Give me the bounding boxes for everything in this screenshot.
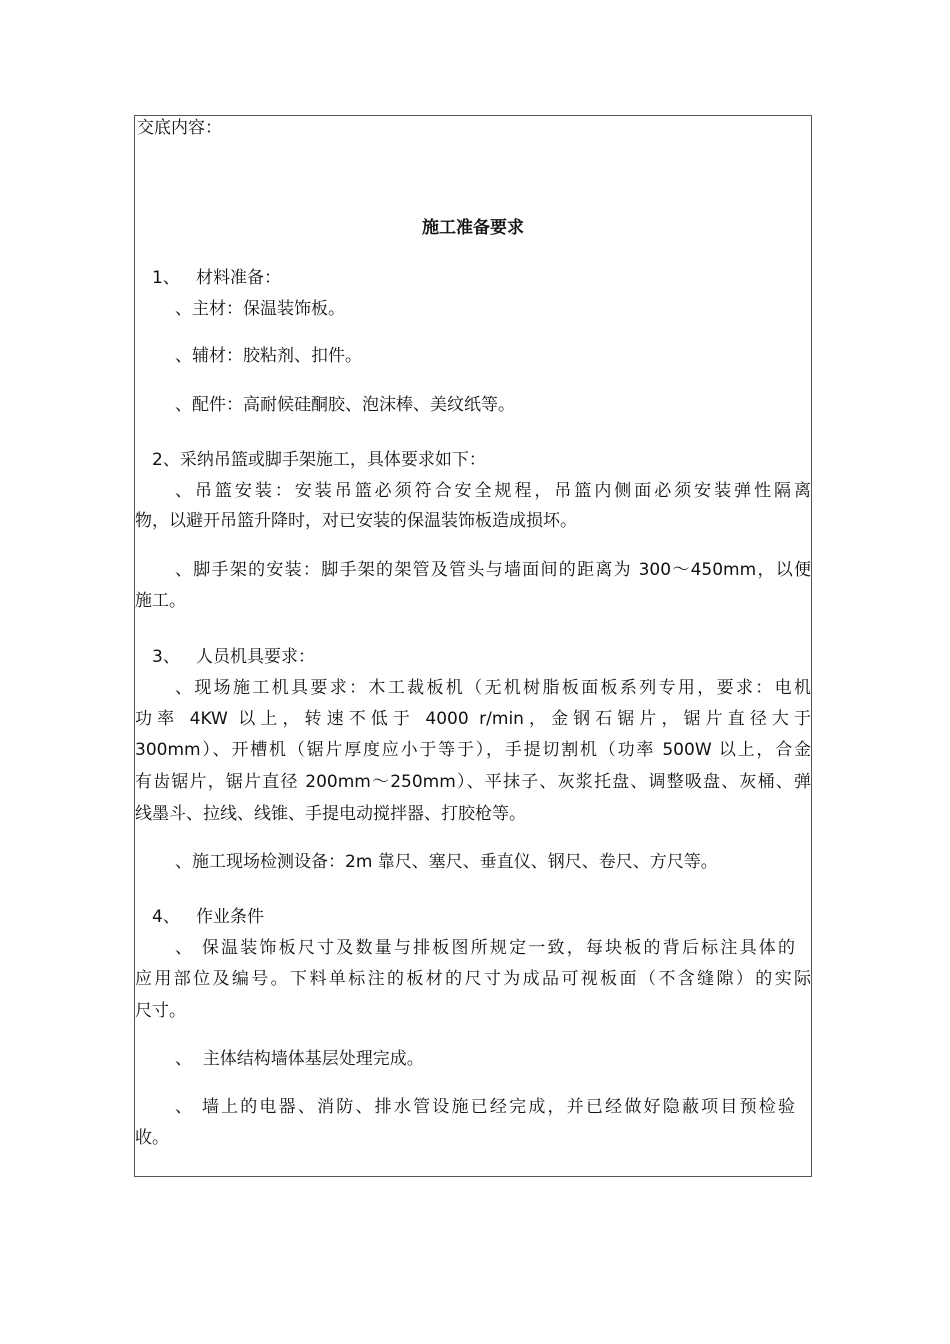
section-4-item-panels-line1: 、 保温装饰板尺寸及数量与排板图所规定一致，每块板的背后标注具体的 [175, 938, 795, 958]
section-2-item-scaffold-line1: 、脚手架的安装：脚手架的架管及管头与墙面间的距离为 300～450mm，以便 [175, 560, 811, 580]
section-4-item-base: 、 主体结构墙体基层处理完成。 [175, 1049, 424, 1069]
section-4-item-utilities-line1: 、 墙上的电器、消防、排水管设施已经完成，并已经做好隐蔽项目预检验 [175, 1097, 795, 1117]
section-3-item-tools-line4: 有齿锯片，锯片直径 200mm～250mm）、平抹子、灰浆托盘、调整吸盘、灰桶、弹 [135, 772, 811, 792]
section-3-item-tools-line5: 线墨斗、拉线、线锥、手提电动搅拌器、打胶枪等。 [135, 804, 526, 824]
section-4-item-panels-line3: 尺寸。 [135, 1001, 186, 1021]
section-4-heading: 4、 作业条件 [152, 907, 265, 927]
section-1-item-parts: 、配件：高耐候硅酮胶、泡沫棒、美纹纸等。 [175, 395, 515, 415]
section-4-item-utilities-line2: 收。 [135, 1128, 169, 1148]
section-1-item-main: 、主材：保温装饰板。 [175, 299, 345, 319]
section-2-item-scaffold-line2: 施工。 [135, 591, 186, 611]
section-4-item-panels-line2: 应用部位及编号。下料单标注的板材的尺寸为成品可视板面（不含缝隙）的实际 [135, 969, 811, 989]
section-2-heading: 2、采纳吊篮或脚手架施工，具体要求如下： [152, 450, 486, 470]
section-3-item-tools-line2: 功率 4KW 以上，转速不低于 4000 r/min，金钢石锯片，锯片直径大于 [135, 709, 811, 729]
section-2-item-basket-line2: 物，以避开吊篮升降时，对已安装的保温装饰板造成损坏。 [135, 511, 577, 531]
section-1-item-aux: 、辅材：胶粘剂、扣件。 [175, 346, 362, 366]
section-3-item-tools-line1: 、现场施工机具要求：木工裁板机（无机树脂板面板系列专用，要求：电机 [175, 678, 811, 698]
section-3-heading: 3、 人员机具要求： [152, 647, 316, 667]
header-label: 交底内容： [137, 118, 222, 138]
section-2-item-basket-line1: 、吊篮安装：安装吊篮必须符合安全规程，吊篮内侧面必须安装弹性隔离 [175, 481, 811, 501]
section-3-item-inspection: 、施工现场检测设备：2m 靠尺、塞尺、垂直仪、钢尺、卷尺、方尺等。 [175, 852, 718, 872]
page-title: 施工准备要求 [422, 218, 524, 238]
section-1-heading: 1、 材料准备： [152, 268, 282, 288]
section-3-item-tools-line3: 300mm）、开槽机（锯片厚度应小于等于），手提切割机（功率 500W 以上，合金 [135, 740, 811, 760]
